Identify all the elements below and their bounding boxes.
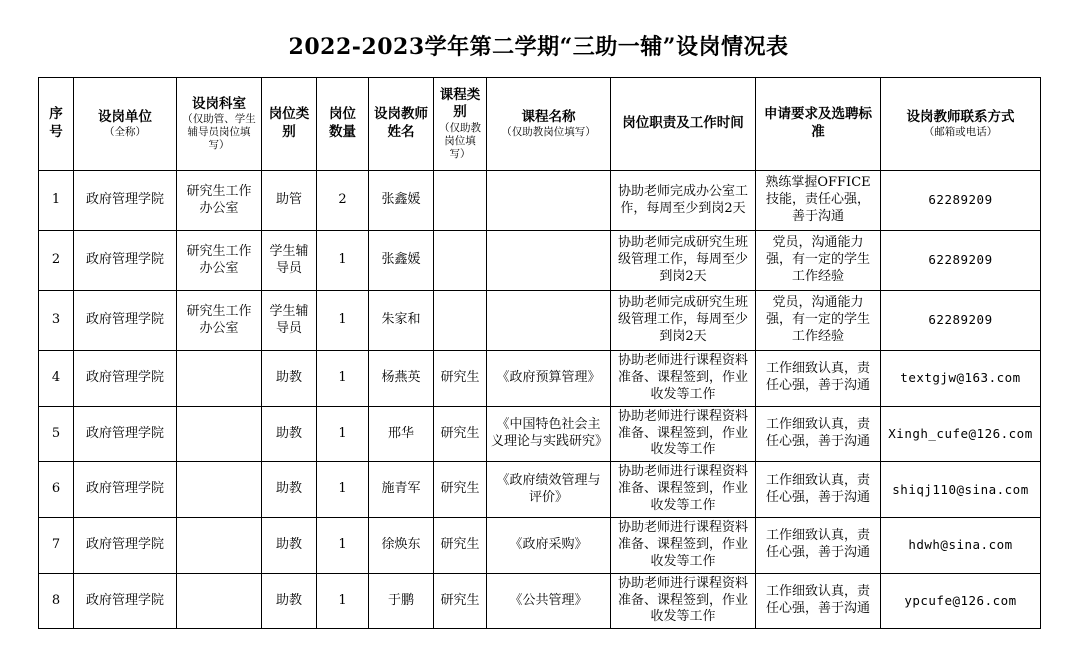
table-cell: 工作细致认真，责任心强，善于沟通 bbox=[756, 406, 881, 462]
table-cell: 研究生工作办公室 bbox=[177, 171, 262, 231]
column-header-main: 岗位类别 bbox=[268, 106, 310, 140]
table-cell: 1 bbox=[317, 231, 369, 291]
table-cell: 学生辅导员 bbox=[262, 231, 317, 291]
table-cell: 杨燕英 bbox=[369, 351, 434, 407]
table-cell: 2 bbox=[39, 231, 74, 291]
table-cell: 徐焕东 bbox=[369, 518, 434, 574]
table-cell: 协助老师完成研究生班级管理工作，每周至少到岗2天 bbox=[611, 291, 756, 351]
table-cell: 张鑫媛 bbox=[369, 171, 434, 231]
table-cell bbox=[177, 406, 262, 462]
column-header-5 bbox=[317, 78, 369, 171]
table-cell bbox=[177, 462, 262, 518]
position-table bbox=[38, 77, 1041, 629]
table-cell: 政府管理学院 bbox=[74, 462, 177, 518]
table-cell: textgjw@163.com bbox=[881, 351, 1041, 407]
table-cell: 《公共管理》 bbox=[487, 573, 611, 629]
table-cell: 1 bbox=[317, 518, 369, 574]
table-cell: 政府管理学院 bbox=[74, 573, 177, 629]
table-cell bbox=[177, 518, 262, 574]
column-header-note: （仅助管、学生辅导员岗位填写） bbox=[182, 113, 256, 152]
table-cell: 1 bbox=[317, 351, 369, 407]
column-header-note: （邮箱或电话） bbox=[923, 126, 998, 139]
table-cell bbox=[177, 351, 262, 407]
table-cell: 1 bbox=[39, 171, 74, 231]
column-header-main: 岗位职责及工作时间 bbox=[622, 115, 744, 132]
table-cell: 研究生 bbox=[434, 406, 487, 462]
table-cell: 助教 bbox=[262, 462, 317, 518]
column-header-1 bbox=[39, 78, 74, 171]
table-cell bbox=[487, 171, 611, 231]
table-cell bbox=[434, 231, 487, 291]
table-cell: 1 bbox=[317, 573, 369, 629]
table-cell: 8 bbox=[39, 573, 74, 629]
table-cell: 研究生 bbox=[434, 518, 487, 574]
column-header-note: （仅助教岗位填写） bbox=[439, 121, 481, 161]
table-cell: 工作细致认真，责任心强，善于沟通 bbox=[756, 518, 881, 574]
table-cell: 2 bbox=[317, 171, 369, 231]
table-cell: 62289209 bbox=[881, 291, 1041, 351]
column-header-8 bbox=[487, 78, 611, 171]
table-row-1 bbox=[39, 171, 1041, 231]
table-cell bbox=[434, 291, 487, 351]
table-cell: ypcufe@126.com bbox=[881, 573, 1041, 629]
column-header-2 bbox=[74, 78, 177, 171]
table-cell: 研究生工作办公室 bbox=[177, 231, 262, 291]
table-cell: 助教 bbox=[262, 351, 317, 407]
table-cell: 1 bbox=[317, 406, 369, 462]
table-cell: 协助老师进行课程资料准备、课程签到，作业收发等工作 bbox=[611, 573, 756, 629]
table-cell: 工作细致认真，责任心强，善于沟通 bbox=[756, 462, 881, 518]
column-header-main: 设岗科室 bbox=[192, 95, 246, 112]
table-row-6 bbox=[39, 462, 1041, 518]
column-header-main: 课程类别 bbox=[439, 86, 481, 121]
table-cell: 朱家和 bbox=[369, 291, 434, 351]
table-row-7 bbox=[39, 518, 1041, 574]
column-header-3 bbox=[177, 78, 262, 171]
table-cell: 助教 bbox=[262, 518, 317, 574]
column-header-main: 设岗单位 bbox=[98, 108, 152, 125]
table-cell: 政府管理学院 bbox=[74, 518, 177, 574]
column-header-main: 课程名称 bbox=[521, 108, 576, 125]
table-cell: 助教 bbox=[262, 573, 317, 629]
table-cell bbox=[487, 291, 611, 351]
table-cell: 《政府绩效管理与评价》 bbox=[487, 462, 611, 518]
column-header-main: 申请要求及选聘标准 bbox=[764, 106, 872, 140]
table-cell: 工作细致认真，责任心强，善于沟通 bbox=[756, 351, 881, 407]
table-cell: 6 bbox=[39, 462, 74, 518]
table-cell: 3 bbox=[39, 291, 74, 351]
table-cell: 学生辅导员 bbox=[262, 291, 317, 351]
table-cell: 4 bbox=[39, 351, 74, 407]
table-cell: 研究生 bbox=[434, 462, 487, 518]
column-header-4 bbox=[262, 78, 317, 171]
table-cell: 政府管理学院 bbox=[74, 231, 177, 291]
table-cell: 党员，沟通能力强，有一定的学生工作经验 bbox=[756, 231, 881, 291]
table-cell: hdwh@sina.com bbox=[881, 518, 1041, 574]
column-header-note: （仅助教岗位填写） bbox=[501, 126, 596, 139]
column-header-10 bbox=[756, 78, 881, 171]
table-cell: 研究生 bbox=[434, 573, 487, 629]
table-cell: 熟练掌握OFFICE技能，责任心强，善于沟通 bbox=[756, 171, 881, 231]
table-cell bbox=[177, 573, 262, 629]
column-header-6 bbox=[369, 78, 434, 171]
table-cell: shiqj110@sina.com bbox=[881, 462, 1041, 518]
table-cell: 研究生 bbox=[434, 351, 487, 407]
table-cell: 协助老师进行课程资料准备、课程签到，作业收发等工作 bbox=[611, 406, 756, 462]
table-cell: 7 bbox=[39, 518, 74, 574]
table-cell: 协助老师进行课程资料准备、课程签到，作业收发等工作 bbox=[611, 518, 756, 574]
table-header-row bbox=[39, 78, 1041, 171]
table-cell: 政府管理学院 bbox=[74, 406, 177, 462]
table-cell: 张鑫媛 bbox=[369, 231, 434, 291]
table-cell: 于鹏 bbox=[369, 573, 434, 629]
table-row-2 bbox=[39, 231, 1041, 291]
column-header-main: 岗位数量 bbox=[329, 106, 356, 140]
table-cell: 62289209 bbox=[881, 231, 1041, 291]
table-header bbox=[39, 78, 1041, 171]
table-body bbox=[39, 171, 1041, 629]
table-cell: 协助老师完成研究生班级管理工作，每周至少到岗2天 bbox=[611, 231, 756, 291]
table-cell: 1 bbox=[317, 462, 369, 518]
table-cell: 《政府预算管理》 bbox=[487, 351, 611, 407]
column-header-11 bbox=[881, 78, 1041, 171]
table-cell: 党员，沟通能力强，有一定的学生工作经验 bbox=[756, 291, 881, 351]
table-cell: 1 bbox=[317, 291, 369, 351]
table-cell bbox=[434, 171, 487, 231]
column-header-main: 设岗教师联系方式 bbox=[906, 108, 1015, 125]
table-row-5 bbox=[39, 406, 1041, 462]
table-cell: 协助老师进行课程资料准备、课程签到，作业收发等工作 bbox=[611, 462, 756, 518]
table-cell: 协助老师进行课程资料准备、课程签到，作业收发等工作 bbox=[611, 351, 756, 407]
table-row-3 bbox=[39, 291, 1041, 351]
table-cell bbox=[487, 231, 611, 291]
table-cell: 62289209 bbox=[881, 171, 1041, 231]
table-cell: 协助老师完成办公室工作，每周至少到岗2天 bbox=[611, 171, 756, 231]
column-header-main: 序号 bbox=[49, 106, 63, 140]
table-cell: 《中国特色社会主义理论与实践研究》 bbox=[487, 406, 611, 462]
table-cell: 工作细致认真，责任心强，善于沟通 bbox=[756, 573, 881, 629]
column-header-7 bbox=[434, 78, 487, 171]
table-row-4 bbox=[39, 351, 1041, 407]
table-cell: 政府管理学院 bbox=[74, 291, 177, 351]
table-cell: 政府管理学院 bbox=[74, 171, 177, 231]
column-header-9 bbox=[611, 78, 756, 171]
table-row-8 bbox=[39, 573, 1041, 629]
column-header-main: 设岗教师姓名 bbox=[374, 106, 428, 140]
table-cell: 研究生工作办公室 bbox=[177, 291, 262, 351]
table-cell: 邢华 bbox=[369, 406, 434, 462]
table-cell: 5 bbox=[39, 406, 74, 462]
page-title: 2022-2023学年第二学期“三助一辅”设岗情况表 bbox=[288, 34, 789, 60]
table-cell: 政府管理学院 bbox=[74, 351, 177, 407]
table-cell: 施青军 bbox=[369, 462, 434, 518]
table-cell: Xingh_cufe@126.com bbox=[881, 406, 1041, 462]
table-cell: 《政府采购》 bbox=[487, 518, 611, 574]
table-cell: 助管 bbox=[262, 171, 317, 231]
table-cell: 助教 bbox=[262, 406, 317, 462]
column-header-note: （全称） bbox=[104, 126, 146, 139]
